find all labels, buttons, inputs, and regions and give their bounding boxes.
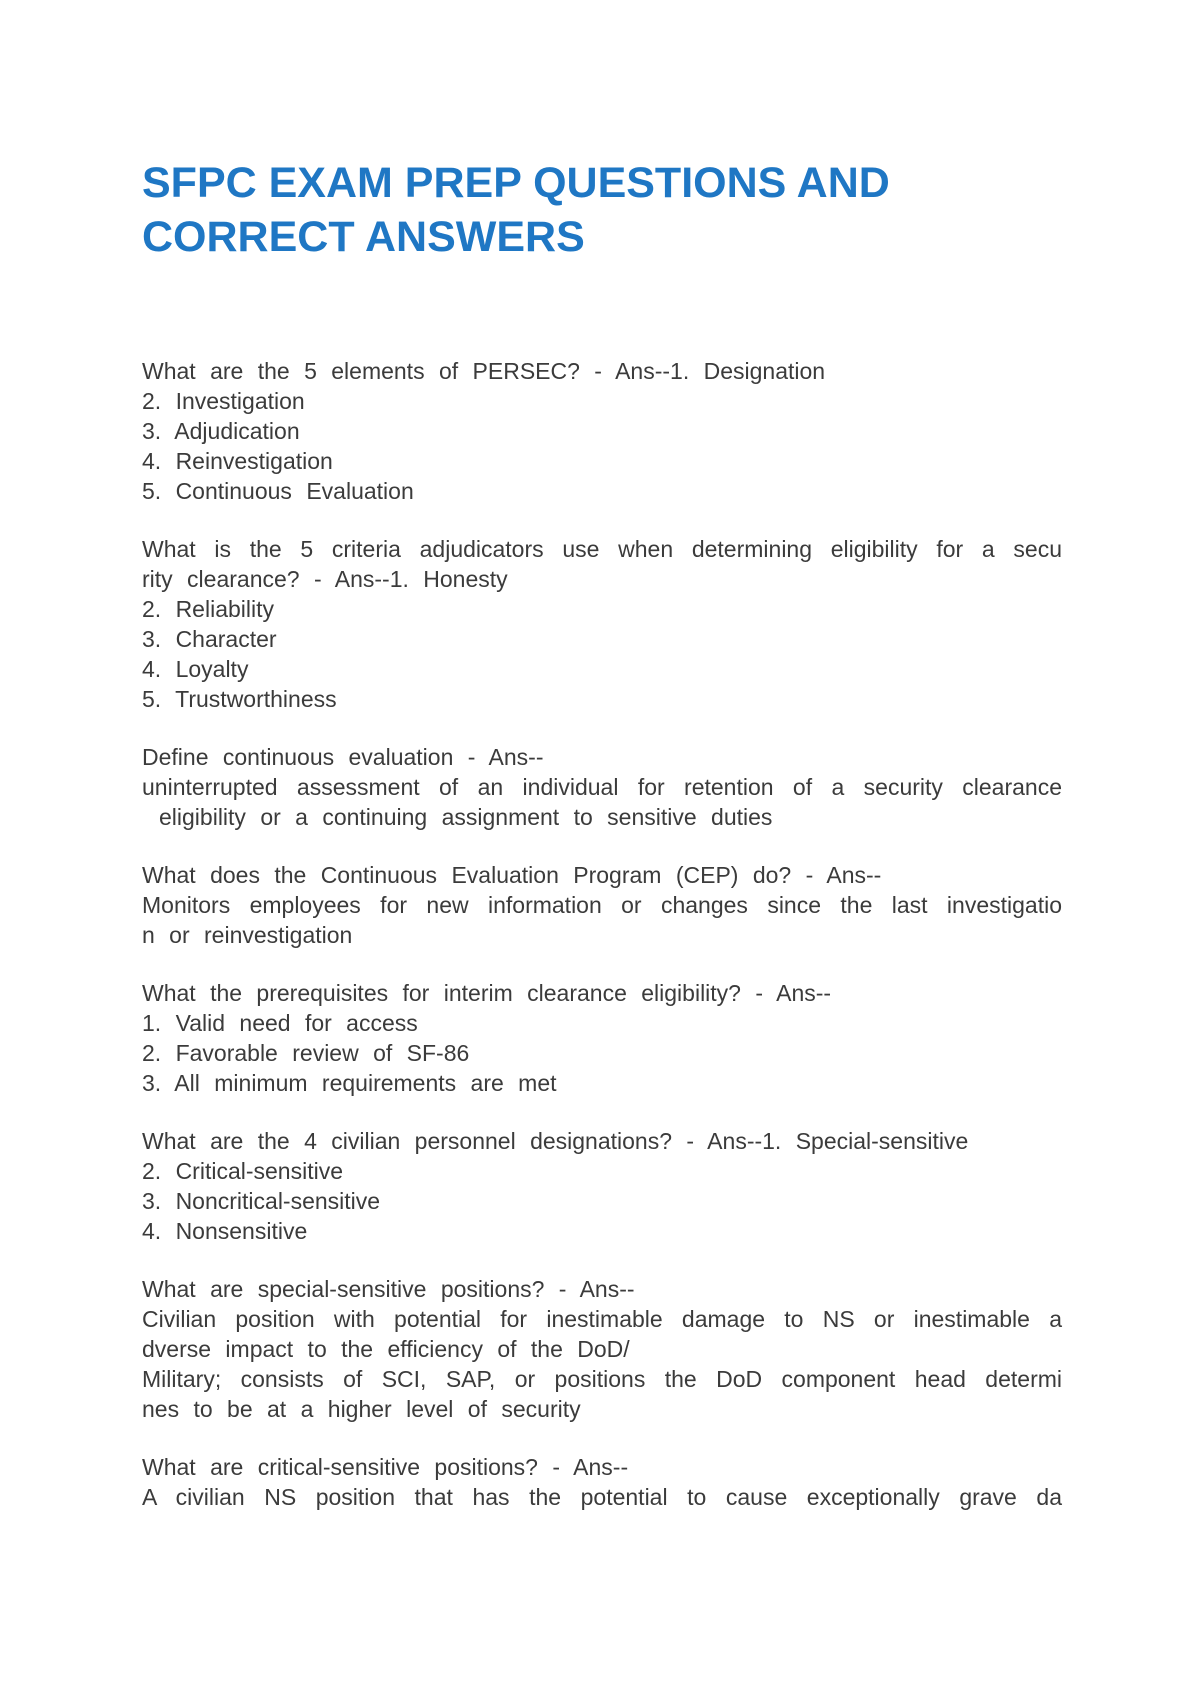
answer-line: 4. Loyalty xyxy=(142,656,249,682)
answer-line: 1. Valid need for access xyxy=(142,1010,418,1036)
answer-line: n or reinvestigation xyxy=(142,922,353,948)
qa-content xyxy=(142,356,1062,1540)
title-line-1: SFPC EXAM PREP QUESTIONS AND xyxy=(142,159,890,207)
question-line: What are special-sensitive positions? - Ans-- xyxy=(142,1276,635,1302)
answer-line: 2. Reliability xyxy=(142,596,274,622)
qa-item-adjudication-criteria xyxy=(142,534,1062,714)
answer-line: 4. Reinvestigation xyxy=(142,448,333,474)
qa-item-interim-clearance xyxy=(142,978,1062,1098)
question-line: What is the 5 criteria adjudicators use when determining eligibility for a secu xyxy=(142,536,1062,562)
answer-line: 2. Favorable review of SF-86 xyxy=(142,1040,470,1066)
qa-item-critical-sensitive xyxy=(142,1452,1062,1512)
answer-line: 5. Trustworthiness xyxy=(142,686,337,712)
answer-line: dverse impact to the efficiency of the DoD/ xyxy=(142,1336,630,1362)
question-line: What the prerequisites for interim clearance eligibility? - Ans-- xyxy=(142,980,832,1006)
qa-item-cep xyxy=(142,860,1062,950)
answer-line: 3. All minimum requirements are met xyxy=(142,1070,557,1096)
answer-line: eligibility or a continuing assignment to sensitive duties xyxy=(159,804,773,830)
qa-item-persec-elements xyxy=(142,356,1062,506)
answer-line: A civilian NS position that has the potential to cause exceptionally grave da xyxy=(142,1484,1062,1510)
qa-item-special-sensitive xyxy=(142,1274,1062,1424)
question-line: What does the Continuous Evaluation Program (CEP) do? - Ans-- xyxy=(142,862,882,888)
question-line: What are the 4 civilian personnel designations? - Ans--1. Special-sensitive xyxy=(142,1128,969,1154)
answer-line: uninterrupted assessment of an individual for retention of a security clearance xyxy=(142,774,1062,800)
answer-line: 3. Character xyxy=(142,626,277,652)
document-title xyxy=(142,156,1102,264)
question-line: What are critical-sensitive positions? - Ans-- xyxy=(142,1454,629,1480)
answer-line: 2. Investigation xyxy=(142,388,305,414)
answer-line: 5. Continuous Evaluation xyxy=(142,478,414,504)
answer-line: Military; consists of SCI, SAP, or positions the DoD component head determi xyxy=(142,1366,1062,1392)
answer-line: Monitors employees for new information or changes since the last investigatio xyxy=(142,892,1062,918)
qa-item-continuous-evaluation xyxy=(142,742,1062,832)
qa-item-civilian-designations xyxy=(142,1126,1062,1246)
question-line: What are the 5 elements of PERSEC? - Ans--1. Designation xyxy=(142,358,826,384)
answer-line: 4. Nonsensitive xyxy=(142,1218,308,1244)
title-line-2: CORRECT ANSWERS xyxy=(142,213,585,261)
answer-line: nes to be at a higher level of security xyxy=(142,1396,581,1422)
answer-line: 3. Noncritical-sensitive xyxy=(142,1188,381,1214)
answer-line: 3. Adjudication xyxy=(142,418,300,444)
answer-line: Civilian position with potential for inestimable damage to NS or inestimable a xyxy=(142,1306,1062,1332)
question-line: rity clearance? - Ans--1. Honesty xyxy=(142,566,508,592)
question-line: Define continuous evaluation - Ans-- xyxy=(142,744,544,770)
answer-line: 2. Critical-sensitive xyxy=(142,1158,343,1184)
